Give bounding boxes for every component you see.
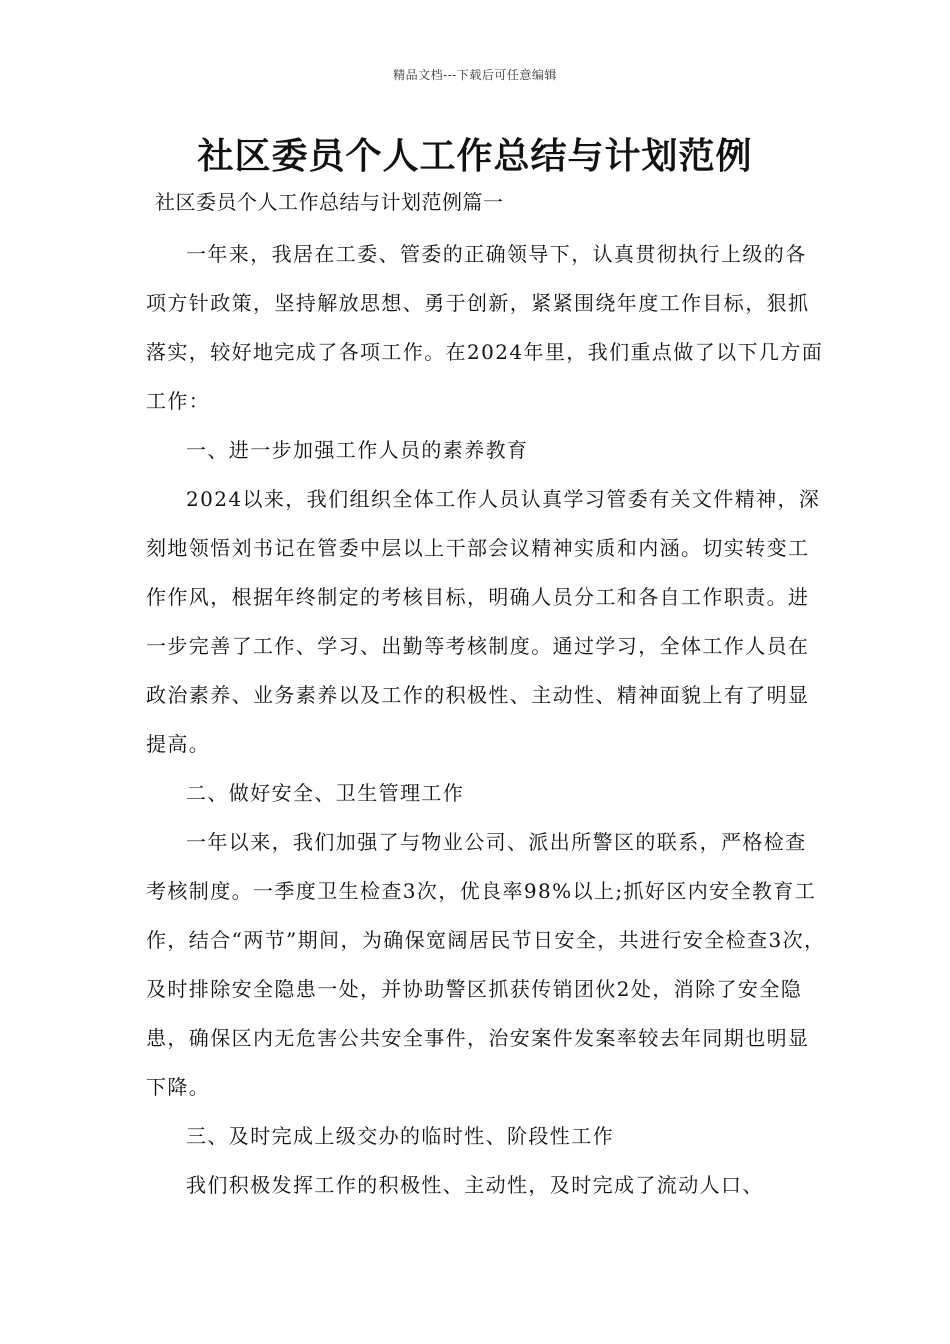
document-title: 社区委员个人工作总结与计划范例 <box>197 136 753 177</box>
document-body <box>146 230 826 1210</box>
paragraph-section-1: 2024以来，我们组织全体工作人员认真学习管委有关文件精神，深刻地领悟刘书记在管委中层以上干部会议精神实质和内涵。切实转变工作作风，根据年终制定的考核目标，明确人员分工和各自工作职责。进一步完善了工作、学习、出勤等考核制度。通过学习，全体工作人员在政治素养、业务素养以及工作的积极性、主动性、精神面貌上有了明显提高。 <box>146 487 821 756</box>
paragraph-intro: 一年来，我居在工委、管委的正确领导下，认真贯彻执行上级的各项方针政策，坚持解放思想、勇于创新，紧紧围绕年度工作目标，狠抓落实，较好地完成了各项工作。在2024年里，我们重点做了以下几方面工作： <box>146 242 824 413</box>
header-note: 精品文档---下载后可任意编辑 <box>393 68 557 82</box>
section-heading-3: 三、及时完成上级交办的临时性、阶段性工作 <box>186 1124 614 1148</box>
document-subtitle: 社区委员个人工作总结与计划范例篇一 <box>155 190 504 214</box>
paragraph-section-3: 我们积极发挥工作的积极性、主动性，及时完成了流动人口、 <box>186 1173 764 1197</box>
section-heading-2: 二、做好安全、卫生管理工作 <box>186 781 465 805</box>
paragraph-section-2: 一年以来，我们加强了与物业公司、派出所警区的联系，严格检查考核制度。一季度卫生检查3次，优良率98%以上;抓好区内安全教育工作，结合“两节”期间，为确保宽阔居民节日安全，共进行安全检查3次，及时排除安全隐患一处，并协助警区抓获传销团伙2处，消除了安全隐患，确保区内无危害公共安全事件，治安案件发案率较去年同期也明显下降。 <box>146 830 826 1099</box>
section-heading-1: 一、进一步加强工作人员的素养教育 <box>186 438 529 462</box>
